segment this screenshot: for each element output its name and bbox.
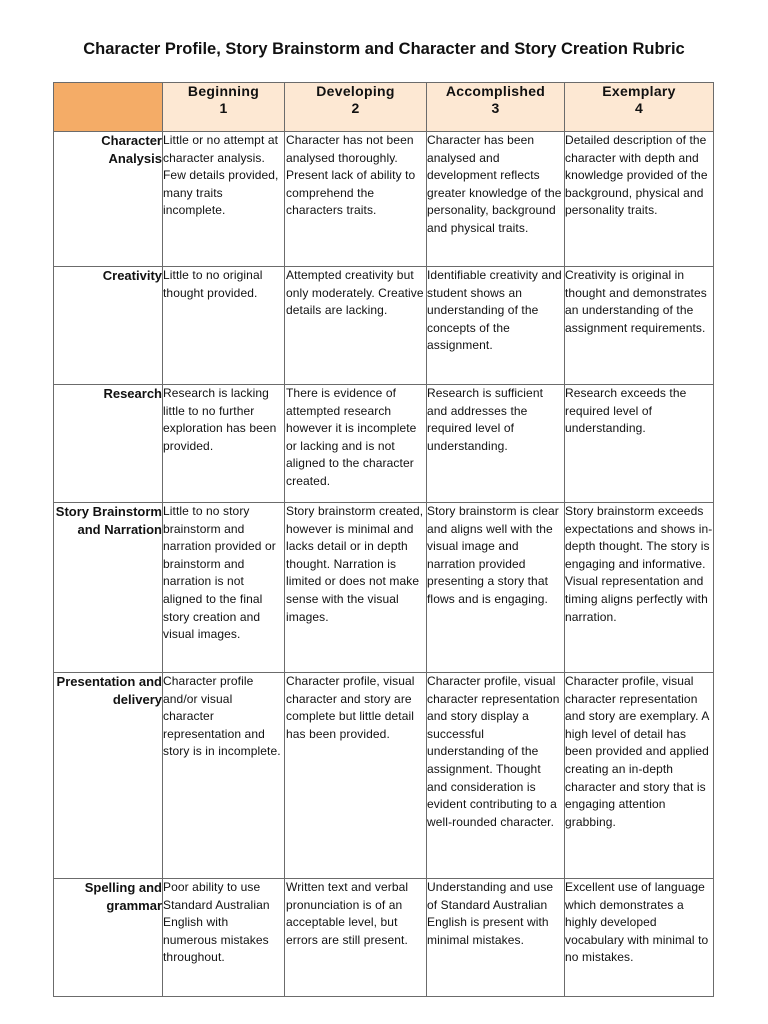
level-score: 3 [491, 100, 500, 116]
descriptor-cell: Character profile, visual character and story are complete but little detail has been provided. [285, 673, 427, 879]
rubric-row-research [54, 385, 714, 503]
level-score: 1 [219, 100, 228, 116]
level-header-developing [285, 83, 427, 132]
level-header-exemplary [565, 83, 714, 132]
descriptor-cell: Story brainstorm is clear and aligns well with the visual image and narration provided presenting a story that flows and is engaging. [427, 503, 565, 673]
descriptor-cell: Research is sufficient and addresses the required level of understanding. [427, 385, 565, 503]
criterion-label: Character Analysis [54, 132, 163, 267]
criterion-label: Research [54, 385, 163, 503]
corner-cell [54, 83, 163, 132]
descriptor-cell: Written text and verbal pronunciation is of an acceptable level, but errors are still present. [285, 879, 427, 997]
descriptor-cell: Character has not been analysed thoroughly. Present lack of ability to comprehend the characters traits. [285, 132, 427, 267]
level-score: 4 [634, 100, 644, 116]
rubric-row-presentation [54, 673, 714, 879]
descriptor-cell: Story brainstorm exceeds expectations and shows in-depth thought. The story is engaging and informative. Visual representation and timing aligns perfectly with narration. [565, 503, 714, 673]
criterion-label: Story Brainstorm and Narration [54, 503, 163, 673]
descriptor-cell: Little to no original thought provided. [163, 267, 285, 385]
descriptor-cell: Character has been analysed and development reflects greater knowledge of the personality, background and physical traits. [427, 132, 565, 267]
rubric-row-story-brainstorm [54, 503, 714, 673]
descriptor-cell: Identifiable creativity and student shows an understanding of the concepts of the assignment. [427, 267, 565, 385]
descriptor-cell: There is evidence of attempted research however it is incomplete or lacking and is not aligned to the character created. [285, 385, 427, 503]
descriptor-cell: Research is lacking little to no further exploration has been provided. [163, 385, 285, 503]
level-name: Beginning [187, 83, 260, 99]
page-title: Character Profile, Story Brainstorm and Character and Story Creation Rubric [83, 40, 685, 58]
level-name: Accomplished [445, 83, 546, 99]
descriptor-cell: Attempted creativity but only moderately. Creative details are lacking. [285, 267, 427, 385]
level-header-accomplished [427, 83, 565, 132]
descriptor-cell: Understanding and use of Standard Australian English is present with minimal mistakes. [427, 879, 565, 997]
level-header-beginning [163, 83, 285, 132]
descriptor-cell: Little to no story brainstorm and narration provided or brainstorm and narration is not aligned to the final story creation and visual images. [163, 503, 285, 673]
criterion-label: Presentation and delivery [54, 673, 163, 879]
descriptor-cell: Detailed description of the character with depth and knowledge provided of the background, physical and personality traits. [565, 132, 714, 267]
descriptor-cell: Story brainstorm created, however is minimal and lacks detail or in depth thought. Narration is limited or does not make sense with the visual images. [285, 503, 427, 673]
descriptor-cell: Research exceeds the required level of understanding. [565, 385, 714, 503]
descriptor-cell: Excellent use of language which demonstrates a highly developed vocabulary with minimal to no mistakes. [565, 879, 714, 997]
descriptor-cell: Character profile and/or visual character representation and story is in incomplete. [163, 673, 285, 879]
rubric-table [53, 82, 714, 997]
header-row [54, 83, 714, 132]
level-name: Developing [316, 83, 395, 99]
descriptor-cell: Poor ability to use Standard Australian English with numerous mistakes throughout. [163, 879, 285, 997]
level-name: Exemplary [602, 83, 676, 99]
criterion-label: Creativity [54, 267, 163, 385]
criterion-label: Spelling and grammar [54, 879, 163, 997]
rubric-row-creativity [54, 267, 714, 385]
descriptor-cell: Character profile, visual character representation and story are exemplary. A high level of detail has been provided and applied creating an in-depth character and story that is engaging attention grabbing. [565, 673, 714, 879]
rubric-row-character-analysis [54, 132, 714, 267]
rubric-row-spelling-grammar [54, 879, 714, 997]
descriptor-cell: Little or no attempt at character analysis. Few details provided, many traits incomplete. [163, 132, 285, 267]
level-score: 2 [351, 100, 360, 116]
descriptor-cell: Character profile, visual character representation and story display a successful understanding of the assignment. Thought and consideration is evident contributing to a well-rounded character. [427, 673, 565, 879]
descriptor-cell: Creativity is original in thought and demonstrates an understanding of the assignment requirements. [565, 267, 714, 385]
